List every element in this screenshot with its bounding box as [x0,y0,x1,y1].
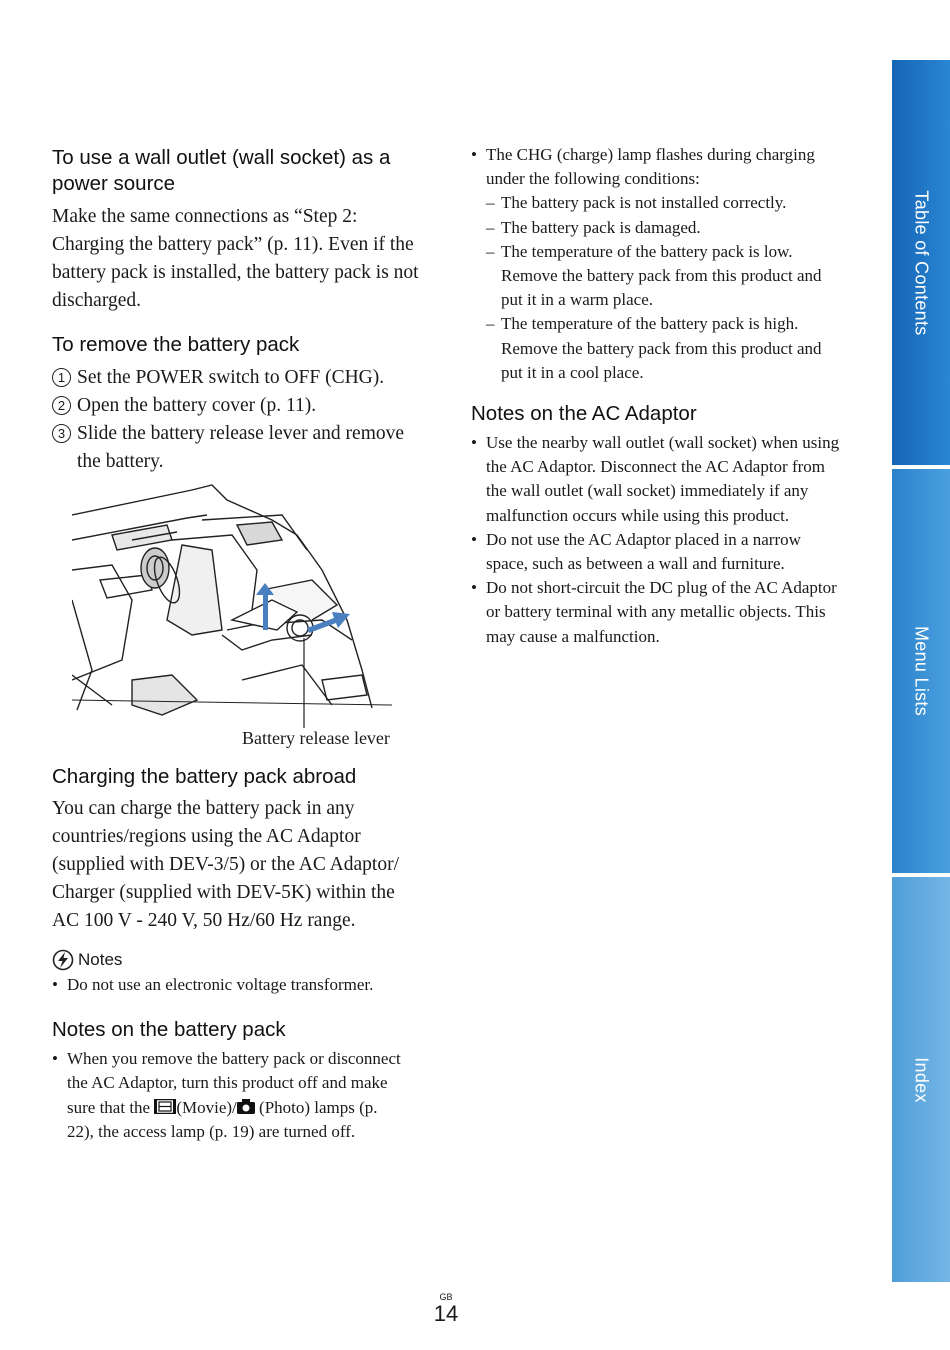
step-number: 3 [52,424,71,443]
figure-caption: Battery release lever [242,728,390,748]
notes-header [52,949,424,971]
ac-note-item: • Do not use the AC Adaptor placed in a narrow space, such as between a wall and furniture. [471,528,843,576]
step-3 [52,420,424,476]
battery-note-part1: When you remove the battery pack or disconnect the AC Adaptor, turn this product off and make sure that the [67,1049,401,1117]
chg-condition-text: The temperature of the battery pack is low. Remove the battery pack from this product and put it in a warm place. [501,241,822,310]
chg-intro-text: The CHG (charge) lamp flashes during charging under the following conditions: [486,145,815,189]
tab-table-of-contents[interactable] [892,60,950,465]
step-text: Slide the battery release lever and remove the battery. [77,423,405,472]
tab-label: Index [911,1056,932,1103]
left-column-lower [52,764,424,1144]
movie-icon [154,1099,176,1114]
remove-battery-heading: To remove the battery pack [52,333,300,356]
page-number: 14 [433,1301,459,1326]
step-number: 1 [52,368,71,387]
ac-note-item: • Do not short-circuit the DC plug of the AC Adaptor or battery terminal with any metallic objects. This may cause a malfunction. [471,576,843,649]
ac-note-text: Do not use the AC Adaptor placed in a narrow space, such as between a wall and furniture. [486,529,801,574]
abroad-heading: Charging the battery pack abroad [52,765,357,788]
battery-note-text [67,1047,402,1144]
chg-condition-text: The battery pack is damaged. [501,217,701,237]
tab-label: Table of Contents [911,189,932,336]
ac-note-text: Use the nearby wall outlet (wall socket) when using the AC Adaptor. Disconnect the AC Adaptor from the wall outlet (wall socket) immediately if any malfunction occurs while using this product. [486,433,840,525]
chg-condition-text: The temperature of the battery pack is high. Remove the battery pack from this product and put it in a cool place. [501,314,822,382]
photo-icon [237,1099,255,1114]
abroad-body: You can charge the battery pack in any countries/regions using the AC Adaptor (supplied with DEV-3/5) or the AC Adaptor/ Charger (supplied with DEV-5K) within the AC 100 V - 240 V, 50 Hz/60 Hz range. [52,798,400,931]
page-number-block [433,1292,459,1326]
ac-note-text: Do not short-circuit the DC plug of the AC Adaptor or battery terminal with any metallic objects. This may cause a malfunction. [486,578,837,646]
notes-caution-icon [52,949,74,971]
tab-label: Menu Lists [911,625,932,717]
remove-steps [52,364,424,476]
battery-note-part2: (Photo) lamps (p. 22), the access lamp (p. 19) are turned off. [67,1097,378,1141]
step-text: Set the POWER switch to OFF (CHG). [77,367,385,388]
right-column [471,143,843,649]
step-1 [52,364,424,392]
step-2 [52,392,424,420]
chg-condition-text: The battery pack is not installed correctly. [501,193,787,213]
chg-condition: – The battery pack is damaged. [486,216,843,240]
wall-outlet-body: Make the same connections as “Step 2: Charging the battery pack” (p. 11). Even if the battery pack is installed, the battery pack is not discharged. [52,206,419,311]
notes-label: Notes [78,950,123,969]
ac-note-item: • Use the nearby wall outlet (wall socket) when using the AC Adaptor. Disconnect the AC Adaptor from the wall outlet (wall socket) immediately if any malfunction occurs while using this product. [471,431,843,528]
chg-intro-item: • The CHG (charge) lamp flashes during charging under the following conditions: – The battery pack is not installed correctly. – The battery pack is damaged. – The temperature of the battery pack is low. Remove the battery pack from this product and put it in a warm place. – The temperature of the battery pack is high. Remove the battery pack from this product and put it in a cool place. [471,143,843,385]
tab-index[interactable] [892,877,950,1282]
tab-menu-lists[interactable] [892,469,950,873]
battery-removal-illustration [72,480,392,730]
left-column [52,145,424,476]
battery-note-movie: (Movie)/ [176,1097,237,1117]
chg-condition: – The battery pack is not installed correctly. [486,191,843,215]
chg-condition: – The temperature of the battery pack is high. Remove the battery pack from this product and put it in a cool place. [486,312,843,385]
step-text: Open the battery cover (p. 11). [77,395,317,416]
step-number: 2 [52,396,71,415]
region-code: GB [439,1292,453,1302]
chg-condition: – The temperature of the battery pack is low. Remove the battery pack from this product and put it in a warm place. [486,240,843,313]
ac-adaptor-heading: Notes on the AC Adaptor [471,402,697,426]
note-text: Do not use an electronic voltage transformer. [67,975,374,994]
battery-note-item: • When you remove the battery pack or disconnect the AC Adaptor, turn this product off and make sure that the (Movie)/ (Photo) lamps (p. 22), the access lamp (p. 19) are turned off. [52,1047,402,1144]
wall-outlet-heading: To use a wall outlet (wall socket) as a power source [52,146,391,195]
note-item: • Do not use an electronic voltage transformer. [52,973,424,997]
battery-notes-heading: Notes on the battery pack [52,1018,286,1042]
